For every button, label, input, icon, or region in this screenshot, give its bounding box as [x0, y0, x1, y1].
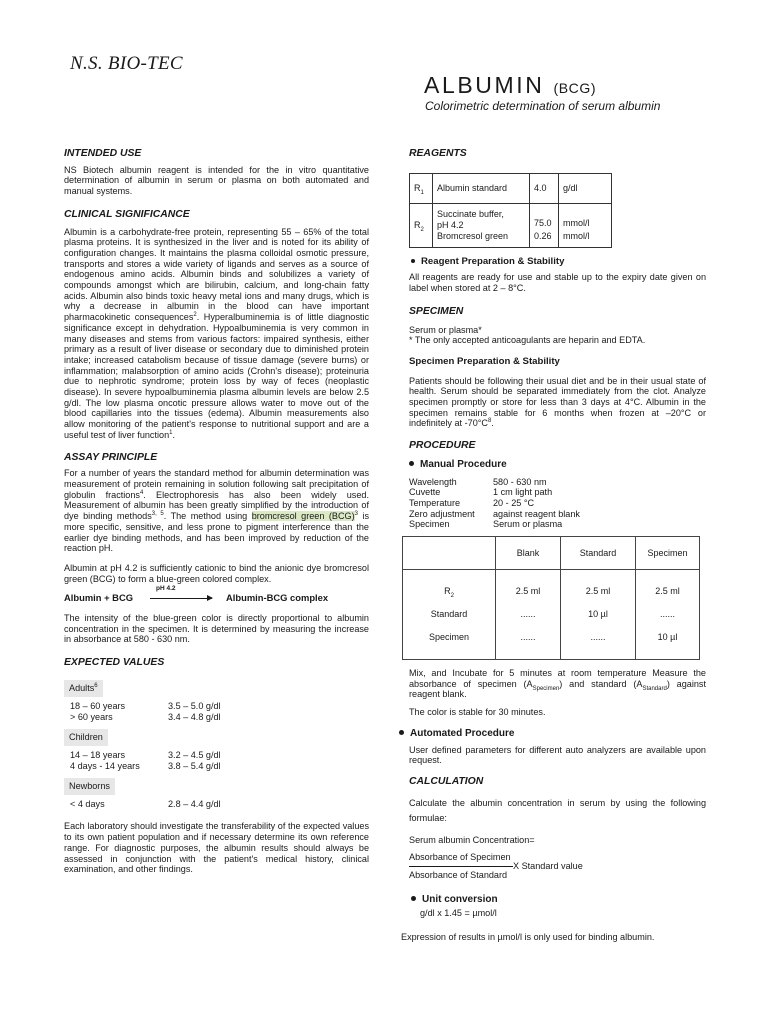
parameter-row — [409, 509, 706, 520]
expected-heading: EXPECTED VALUES — [64, 657, 165, 669]
expected-note: Each laboratory should investigate the transferability of the expected values to its own patient population and if necessary determine its own reference range. For diagnostic purposes, the albumin results should always be assessed in conjunction with the patient's medical history, clinical examination, and other findings. — [64, 821, 369, 875]
range-value: 3.8 – 5.4 g/dl — [168, 761, 221, 772]
range-value: 2.8 – 4.4 g/dl — [168, 798, 221, 809]
title-suffix: (BCG) — [553, 80, 597, 96]
parameter-name: Zero adjustment — [409, 508, 475, 519]
range-age: < 4 days — [70, 798, 105, 809]
reagent-prep-text: All reagents are ready for use and stable up to the expiry date given on label when stored at 2 – 8°C. — [409, 272, 706, 294]
color-stability-text: The color is stable for 30 minutes. — [409, 707, 546, 718]
specimen-heading: SPECIMEN — [409, 305, 464, 317]
reagent-row-r1: $R_1$ Albumin standard 4.0 g/dl — [410, 173, 612, 203]
unit-conversion-note: Expression of results in µmol/l is only used for binding albumin. — [401, 932, 655, 943]
range-value: 3.5 – 5.0 g/dl — [168, 700, 221, 711]
reagent-prep-heading: Reagent Preparation & Stability — [409, 257, 706, 268]
title-main: ALBUMIN — [424, 72, 545, 98]
document-subtitle: Colorimetric determination of serum albumin — [425, 99, 661, 113]
clinical-text: Albumin is a carbohydrate-free protein, representing 55 – 65% of the total plasma proteins. It is synthesized in the liver and is noted for its ability of configuration changes. It maintains the plasma colloidal osmotic pressure, transports and stores a wide variety of ligands and serves as a source of endogenous amino acids. Albumin binds and solubilizes a variety of compounds amongst which are bilirubin, calcium, and long-chain fatty acids. Albumin also binds toxic heavy metal ions and many drugs, which is why a decrease in albumin in the blood can have important pharmacokinetic consequences$^2$. Hyperalbuminemia is of little diagnostic significance except in dehydration. Hypoalbuminemia is very common in many diseases and stems from various factors: impaired synthesis, either primary as a result of liver disease or secondary due to diminished protein intake; increased catabolism because of tissue damage (severe burns) or inflammation; malabsorption of amino acids (Crohn's disease); proteinuria due to nephrotic syndrome; protein loss by way of feces (neoplastic disease). In severe hypoalbuminemia plasma albumin levels are below 2.5 g/dl. The low plasma oncotic pressure allows water to move out of the blood capillaries into the tissues (edema). Albumin measurements also allow monitoring of the patient's response to nutritional support and are a useful test of liver function$^1$. — [64, 226, 369, 440]
range-value: 3.4 – 4.8 g/dl — [168, 712, 221, 723]
range-value: 3.2 – 4.5 g/dl — [168, 749, 221, 760]
intended-use-heading: INTENDED USE — [64, 148, 142, 159]
specimen-prep-heading: Specimen Preparation & Stability — [409, 355, 560, 367]
parameter-name: Cuvette — [409, 487, 441, 498]
unit-conversion-heading: Unit conversion — [411, 895, 706, 906]
range-age: > 60 years — [70, 712, 113, 723]
procedure-parameters — [409, 477, 706, 531]
reagents-heading: REAGENTS — [409, 148, 467, 159]
procedure-table-body: $R_2$ Standard Specimen 2.5 ml ...... ...... 2.5 ml 10 µl ...... 2.5 ml ...... 10 µl — [403, 570, 700, 660]
adults-values — [70, 701, 369, 723]
parameter-value: 1 cm light path — [493, 487, 553, 498]
reagents-table — [409, 173, 612, 248]
parameter-name: Specimen — [409, 519, 450, 530]
formula-denominator: Absorbance of Standard — [409, 870, 508, 881]
specimen-line-1: Serum or plasma* — [409, 324, 482, 335]
clinical-heading: CLINICAL SIGNIFICANCE — [64, 208, 190, 220]
parameter-name: Wavelength — [409, 476, 457, 487]
parameter-value: Serum or plasma — [493, 519, 563, 530]
parameter-row — [409, 477, 706, 488]
parameter-row — [409, 487, 706, 498]
newborns-label: Newborns — [64, 778, 369, 795]
calculation-heading: CALCULATION — [409, 775, 484, 787]
children-values — [70, 750, 369, 772]
reaction-left: Albumin + BCG — [64, 592, 134, 604]
adults-label: Adults$^6$ — [64, 680, 369, 697]
parameter-name: Temperature — [409, 497, 461, 508]
adult-range-row — [70, 712, 369, 723]
assay-text-3: The intensity of the blue-green color is directly proportional to albumin concentration in the specimen. It is determined by measuring the increase in absorbance at 580 - 630 nm. — [64, 613, 369, 645]
procedure-heading: PROCEDURE — [409, 440, 476, 452]
reagent-row-r2: $R_2$ Succinate buffer, pH 4.2 Bromcresol green 75.0 0.26 mmol/l mmol/l — [410, 203, 612, 247]
document-title — [424, 72, 596, 99]
assay-text-2: Albumin at pH 4.2 is sufficiently cationic to bind the anionic dye bromcresol green (BCG) to form a blue-green colored complex. — [64, 562, 369, 584]
manual-procedure-heading: Manual Procedure — [409, 460, 706, 471]
right-column — [401, 148, 707, 943]
calculation-formula — [409, 852, 706, 880]
highlighted-text: bromcresol green (BCG) — [251, 511, 355, 522]
specimen-prep-text: Patients should be following their usual diet and be in their usual state of health. Serum should be separated immediately from the clot. Analyze specimen promptly or store for less than 3 days at 4°C. Albumin in the specimen remains stable for 6 months when frozen at –20°C or indefinitely at $-70^\circ C^8$. — [409, 375, 706, 429]
parameter-row — [409, 498, 706, 509]
incubation-text: Mix, and Incubate for 5 minutes at room temperature Measure the absorbance of specimen $(A_{Specimen})$ and standard $(A_{Standard})$ against reagent blank. — [409, 668, 707, 700]
procedure-table — [402, 536, 700, 660]
range-age: 14 – 18 years — [70, 749, 126, 760]
formula-numerator: Absorbance of Specimen — [409, 852, 513, 867]
parameter-value: 20 - 25 °C — [493, 497, 535, 508]
newborn-range-row — [70, 799, 369, 810]
range-age: 4 days - 14 years — [70, 761, 140, 772]
reaction-condition: pH 4.2 — [156, 585, 176, 593]
parameter-value: against reagent blank — [493, 508, 580, 519]
children-range-row — [70, 761, 369, 772]
automated-procedure-heading: Automated Procedure — [399, 729, 706, 740]
reaction-right: Albumin-BCG complex — [226, 592, 329, 604]
assay-text-1: For a number of years the standard method for albumin determination was measurement of protein remaining in solution following salt precipitation of globulin fractions$^4$. Electrophoresis has also been widely used. Measurement of albumin has been greatly simplified by the introduction of dye binding methods$^{3, 5}$. The method using bromcresol green (BCG)$^3$ is more specific, sensitive, and less prone to pigment interference than the earlier dye binding methods, and has been improved by reduction of the reaction pH. — [64, 468, 369, 554]
adult-range-row — [70, 701, 369, 712]
reaction-equation — [64, 585, 369, 604]
calculation-label: Serum albumin Concentration= — [409, 834, 535, 845]
range-age: 18 – 60 years — [70, 700, 126, 711]
assay-heading: ASSAY PRINCIPLE — [64, 451, 158, 463]
formula-multiplier: X Standard value — [513, 861, 583, 872]
children-label: Children — [64, 729, 369, 746]
parameter-row — [409, 519, 706, 530]
unit-conversion-text: g/dl x 1.45 = µmol/l — [420, 907, 497, 918]
specimen-line-2: * The only accepted anticoagulants are heparin and EDTA. — [409, 335, 646, 346]
company-name: N.S. BIO-TEC — [70, 53, 183, 74]
parameter-value: 580 - 630 nm — [493, 476, 547, 487]
newborns-values — [70, 799, 369, 810]
left-column — [64, 149, 369, 875]
automated-procedure-text: User defined parameters for different auto analyzers are available upon request. — [409, 744, 706, 766]
children-range-row — [70, 750, 369, 761]
procedure-table-header: Blank Standard Specimen — [403, 537, 700, 570]
reaction-arrow — [150, 598, 212, 599]
intended-use-text: NS Biotech albumin reagent is intended for the in vitro quantitative determination of albumin in serum or plasma on both automated and manual systems. — [64, 164, 369, 197]
calculation-intro: Calculate the albumin concentration in serum by using the following formulae: — [409, 797, 706, 823]
